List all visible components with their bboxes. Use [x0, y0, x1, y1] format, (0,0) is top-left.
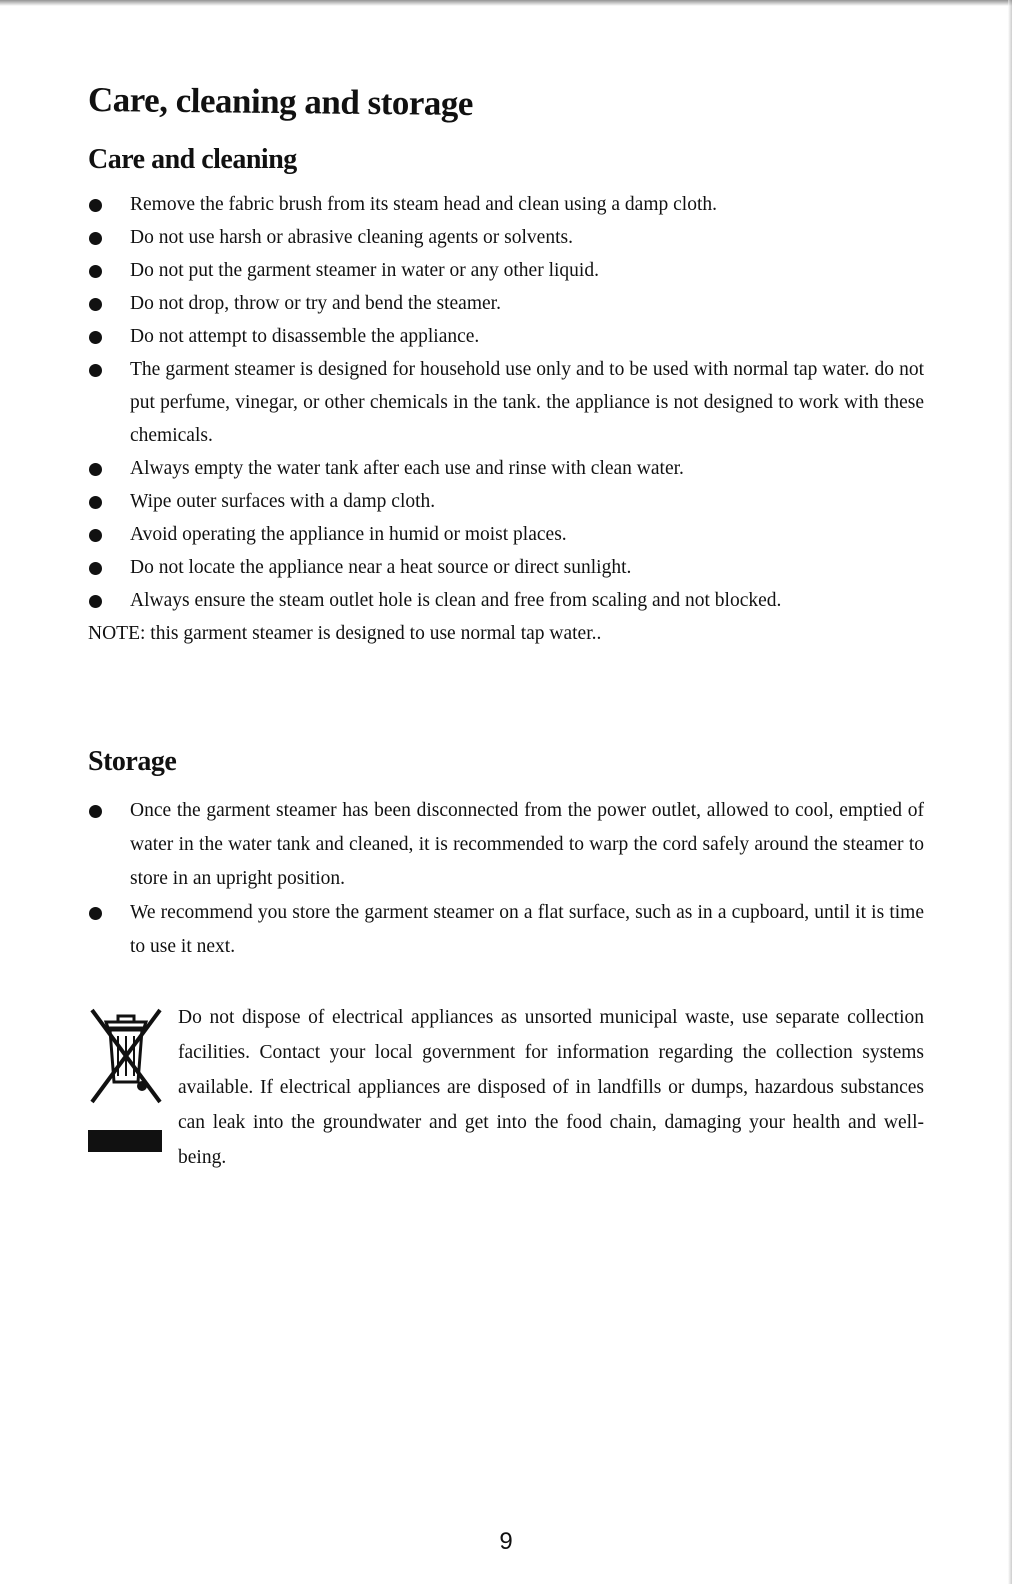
list-item: [88, 221, 924, 254]
list-item-text: Do not locate the appliance near a heat source or direct sunlight.: [130, 557, 632, 578]
care-and-cleaning-section: [88, 144, 924, 650]
list-item: [88, 518, 924, 551]
bullet-icon: [89, 298, 102, 311]
page-title: Care, cleaning and storage: [87, 80, 474, 124]
list-item-text: The garment steamer is designed for household use only and to be used with normal tap water. do not put perfume, vinegar, or other chemicals in the tank. the appliance is not designed to work with these chemicals.: [130, 359, 924, 446]
care-list: [88, 188, 924, 617]
list-item: [88, 254, 924, 287]
page-edge-shadow-top: [0, 0, 1012, 6]
list-item: [88, 584, 924, 617]
list-item-text: Avoid operating the appliance in humid or moist places.: [130, 524, 567, 545]
bullet-icon: [89, 562, 102, 575]
list-item: [88, 353, 924, 452]
document-body: [88, 80, 924, 1180]
storage-section: [88, 746, 924, 964]
list-item-text: Do not use harsh or abrasive cleaning agents or solvents.: [130, 227, 573, 248]
list-item-text: Always ensure the steam outlet hole is clean and free from scaling and not blocked.: [130, 590, 782, 611]
bullet-icon: [89, 232, 102, 245]
bullet-icon: [89, 199, 102, 212]
list-item-text: Do not drop, throw or try and bend the steamer.: [130, 293, 501, 314]
list-item-text: Do not attempt to disassemble the appliance.: [130, 326, 480, 347]
bullet-icon: [89, 331, 102, 344]
list-item: [88, 452, 924, 485]
bullet-icon: [89, 496, 102, 509]
list-item: [88, 485, 924, 518]
storage-heading: Storage: [88, 746, 177, 777]
page-number: 9: [499, 1528, 513, 1555]
list-item-text: Do not put the garment steamer in water or any other liquid.: [130, 260, 599, 281]
list-item: [88, 287, 924, 320]
care-note: NOTE: this garment steamer is designed to use normal tap water..: [88, 623, 602, 644]
list-item: [88, 551, 924, 584]
bullet-icon: [89, 463, 102, 476]
crossed-out-wheelie-bin-icon: [88, 1004, 164, 1154]
list-item-text: Remove the fabric brush from its steam head and clean using a damp cloth.: [130, 194, 717, 215]
storage-list: [88, 794, 924, 964]
page-edge-shadow-right: [1008, 0, 1012, 1584]
bullet-icon: [89, 907, 102, 920]
list-item: [88, 188, 924, 221]
list-item-text: We recommend you store the garment steamer on a flat surface, such as in a cupboard, until it is time to use it next.: [130, 902, 924, 957]
disposal-notice: [88, 1000, 924, 1180]
list-item-text: Wipe outer surfaces with a damp cloth.: [130, 491, 436, 512]
bullet-icon: [89, 595, 102, 608]
list-item-text: Once the garment steamer has been disconnected from the power outlet, allowed to cool, emptied of water in the water tank and cleaned, it is recommended to warp the cord safely around the steamer to store in an upright position.: [130, 800, 924, 889]
bullet-icon: [89, 265, 102, 278]
care-heading: Care and cleaning: [88, 144, 297, 175]
list-item-text: Always empty the water tank after each use and rinse with clean water.: [130, 458, 684, 479]
bullet-icon: [89, 364, 102, 377]
list-item: [88, 896, 924, 964]
bullet-icon: [89, 529, 102, 542]
list-item: [88, 794, 924, 896]
bullet-icon: [89, 805, 102, 818]
list-item: [88, 320, 924, 353]
disposal-text: Do not dispose of electrical appliances as unsorted municipal waste, use separate collection facilities. Contact your local government for information regarding the collection systems available. If electrical appliances are disposed of in landfills or dumps, hazardous substances can leak into the groundwater and get into the food chain, damaging your health and well-being.: [178, 1007, 924, 1168]
